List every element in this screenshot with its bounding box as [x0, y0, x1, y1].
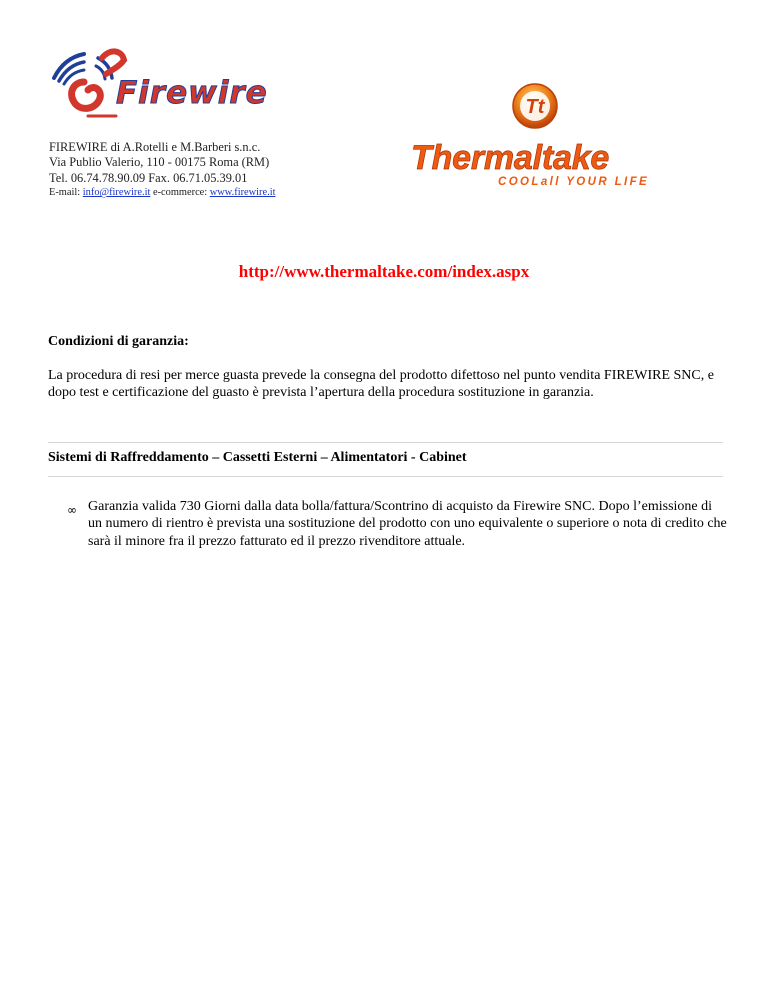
company-name: FIREWIRE di A.Rotelli e M.Barberi s.n.c.	[49, 140, 261, 154]
bullet-icon: ∞	[67, 503, 77, 517]
warranty-title: Condizioni di garanzia:	[48, 334, 189, 349]
email-link[interactable]: info@firewire.it	[82, 187, 151, 199]
website-link[interactable]: www.firewire.it	[209, 187, 276, 199]
section-divider-top	[48, 442, 723, 443]
section-divider-bottom	[48, 476, 723, 477]
thermaltake-url-link[interactable]: http://www.thermaltake.com/index.aspx	[238, 262, 530, 281]
section-title: Sistemi di Raffreddamento – Cassetti Esterni – Alimentatori - Cabinet	[48, 450, 467, 465]
list-item: Garanzia valida 730 Giorni dalla data bolla/fattura/Scontrino di acquisto da Firewire SNC. Dopo l’emissione di un numero di rientro è prevista una sostituzione del prodotto con uno equivalente o superiore o nota di credito che sarà il minore fra il prezzo fatturato ed il prezzo rivenditore attuale.	[88, 499, 727, 549]
company-address-block	[49, 140, 275, 200]
company-address: Via Publio Valerio, 110 - 00175 Roma (RM)	[49, 155, 270, 170]
thermaltake-badge-text: Tt	[525, 96, 545, 118]
firewire-wordmark: Firewire	[116, 75, 268, 111]
warranty-intro: La procedura di resi per merce guasta prevede la consegna del prodotto difettoso nel punto vendita FIREWIRE SNC, e dopo test e certificazione del guasto è prevista l’apertura della procedura sostituzione in garanzia.	[48, 368, 714, 400]
email-label: E-mail:	[49, 187, 81, 199]
thermaltake-wordmark: Thermaltake	[411, 139, 610, 177]
company-contacts	[49, 186, 275, 200]
thermaltake-url-heading	[0, 262, 768, 282]
thermaltake-slogan: COOLall YOUR LIFE	[498, 176, 650, 188]
ecommerce-label: e-commerce:	[152, 187, 208, 199]
company-phone-fax: Tel. 06.74.78.90.09 Fax. 06.71.05.39.01	[49, 170, 248, 185]
